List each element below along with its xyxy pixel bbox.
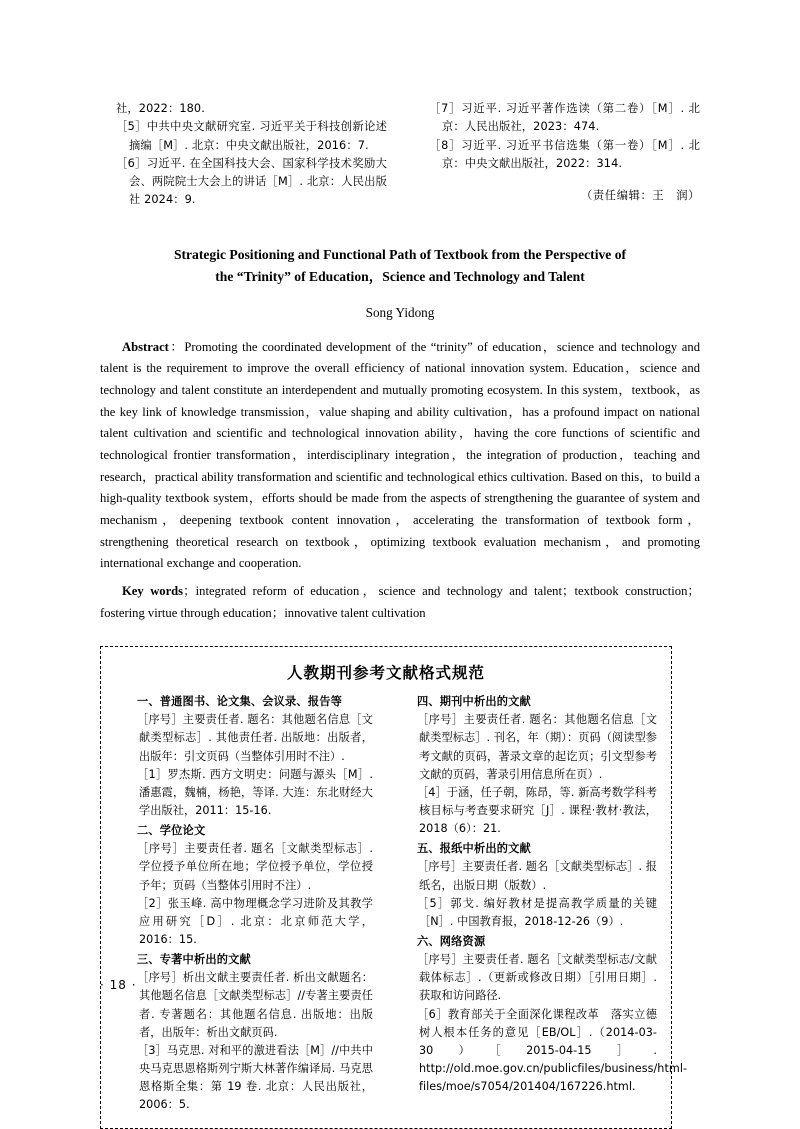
references-left-column [100,100,387,210]
guide-paragraph: ［序号］主要责任者. 题名［文献类型标志］. 报纸名，出版日期（版数）. [417,860,657,892]
guide-paragraph: ［序号］主要责任者. 题名［文献类型标志］. 学位授予单位所在地；学位授予单位，学位授予年；页码（当整体引用时不注）. [137,842,373,892]
author-name: Song Yidong [365,304,435,320]
references-right-column [413,100,700,210]
guide-paragraph: ［序号］主要责任者. 题名：其他题名信息［文献类型标志］. 刊名，年（期）：页码（阅读型参考文献的页码，著录文章的起讫页；引文型参考文献的页码，著录引用信息所在页）. [417,713,657,781]
references-section [100,100,700,210]
reference-item: ［5］中共中央文献研究室. 习近平关于科技创新论述摘编［M］. 北京：中央文献出版社，2016：7. [116,120,387,152]
guide-section-heading: 一、普通图书、论文集、会议录、报告等 [137,695,342,709]
english-title-line-1: Strategic Positioning and Functional Path of Textbook from the Perspective of [173,246,627,262]
page-number: · 18 · [100,978,137,992]
guide-box-left-column [115,693,373,1114]
keywords-label: Key words [122,583,184,598]
keywords-paragraph [100,581,700,624]
guide-example: ［5］郭戈. 编好教材是提高教学质量的关键［N］. 中国教育报，2018-12-26（9）. [417,896,657,928]
abstract-label: Abstract [122,339,169,354]
guide-example: ［4］于涵，任子朝，陈昂，等. 新高考数学科考核目标与考查要求研究［J］. 课程·教材·教法，2018（6）：21. [417,785,657,836]
guide-box-right-column [395,693,688,1114]
guide-example: ［2］张玉峰. 高中物理概念学习进阶及其教学应用研究［D］. 北京：北京师范大学，2016：15. [137,896,373,946]
guide-section-heading: 六、网络资源 [417,934,486,948]
reference-item: ［6］习近平. 在全国科技大会、国家科学技术奖励大会、两院院士大会上的讲话［M］. 北京：人民出版社 2024：9. [116,156,387,207]
english-title-line-2: the “Trinity” of Education，Science and Technology and Talent [215,269,585,285]
reference-item: ［8］习近平. 习近平书信选集（第一卷）［M］. 北京：中央文献出版社，2022：314. [429,138,700,170]
guide-box-title: 人教期刊参考文献格式规范 [286,664,485,683]
guide-paragraph: ［序号］主要责任者. 题名：其他题名信息［文献类型标志］. 其他责任者. 出版地：出版者，出版年：引文页码（当整体引用时不注）. [137,713,373,763]
reference-format-guide-box [100,646,688,1129]
editor-note: （责任编辑：王 润） [581,189,700,203]
english-title [100,244,700,289]
reference-continuation: 社，2022：180. [116,102,205,115]
guide-example: ［1］罗杰斯. 西方文明史：问题与源头［M］. 潘惠霞，魏楠，杨艳，等译. 大连：东北财经大学出版社，2011：15-16. [137,767,373,817]
guide-section-heading: 三、专著中析出的文献 [137,953,251,967]
reference-item: ［7］习近平. 习近平著作选读（第二卷）［M］. 北京：人民出版社，2023：474. [429,102,700,134]
guide-box-columns [115,693,688,1114]
guide-section-heading: 二、学位论文 [137,824,206,838]
guide-example: ［3］马克思. 对和平的激进看法［M］//中共中央马克思恩格斯列宁斯大林著作编译局. 马克思恩格斯全集：第 19 卷. 北京：人民出版社，2006：5. [137,1043,373,1112]
abstract-text: ：Promoting the coordinated development of the “trinity” of education，science and technology and talent is the requirement to improve the overall efficiency of national innovation system. Education，science and technology and talent constitute an interdependent and mutually promoting ecosystem. In this system，textbook，as the key link of knowledge transmission，value shaping and ability cultivation，has a profound impact on national talent cultivation and scientific and technological innovation ability，having the core functions of scientific and technological frontier transformation，interdisciplinary integration，the integration of production，teaching and research，practical ability transformation and scientific and technological ethics cultivation. Based on this，to build a high-quality textbook system，efforts should be made from the aspects of strengthening the guarantee of system and mechanism，deepening textbook content innovation，accelerating the transformation of textbook form，strengthening theoretical research on textbook，optimizing textbook evaluation mechanism，and promoting international exchange and cooperation. [100,339,700,571]
page-content [100,100,700,1129]
guide-section-heading: 五、报纸中析出的文献 [417,842,531,856]
guide-section-heading: 四、期刊中析出的文献 [417,695,531,709]
guide-paragraph: ［序号］主要责任者. 题名［文献类型标志/文献载体标志］.（更新或修改日期）［引用日期］. 获取和访问路径. [417,953,657,1003]
guide-paragraph: ［序号］析出文献主要责任者. 析出文献题名：其他题名信息［文献类型标志］//专著主要责任者. 专著题名：其他题名信息. 出版地：出版者，出版年：析出文献页码. [137,971,373,1039]
abstract-paragraph [100,337,700,575]
guide-example: ［6］教育部关于全面深化课程改革 落实立德树人根本任务的意见［EB/OL］.（2014-03-30）［2015-04-15］. http://old.moe.gov.cn/publicfiles/business/html-files/moe/s7054/201404/167226.html. [417,1007,688,1094]
keywords-text: ；integrated reform of education，science and technology and talent；textbook construction；fostering virtue through education；innovative talent cultivation [100,583,700,620]
